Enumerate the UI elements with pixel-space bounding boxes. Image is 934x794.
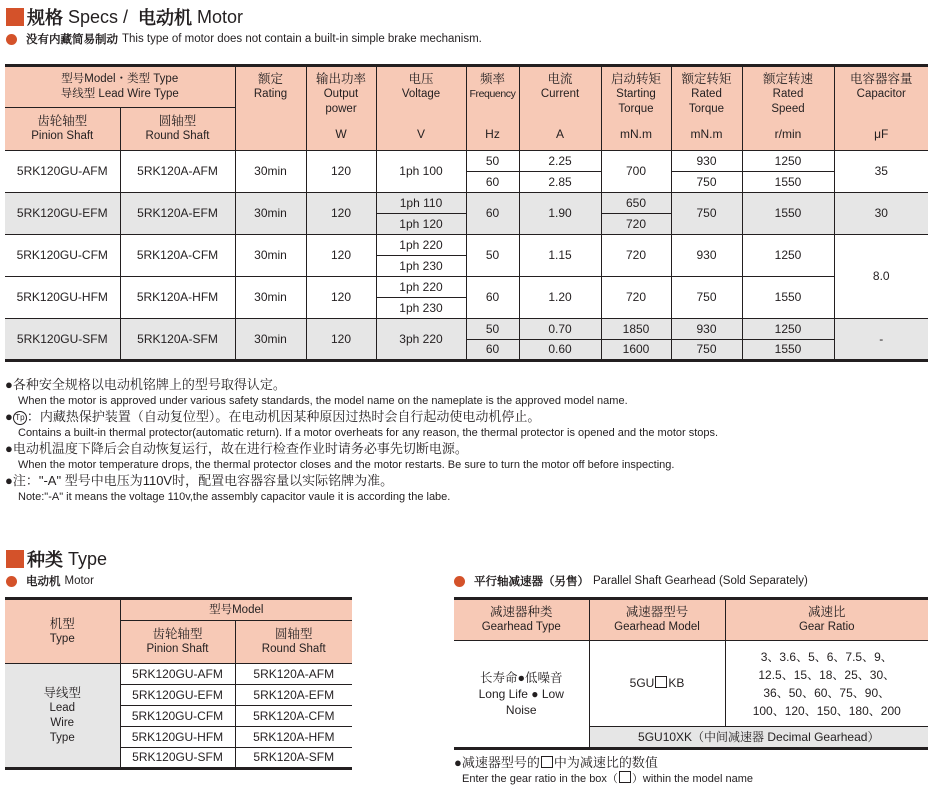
rating: 30min (235, 277, 306, 319)
thermal-protector-icon: Tp (13, 411, 27, 425)
rated-speed: 1550 (742, 277, 834, 319)
lead-wire-type-cell: 导线型 Lead Wire Type (5, 664, 120, 769)
header-rating: 额定 Rating (235, 66, 306, 151)
note-en: Note:"-A" it means the voltage 110v,the assembly capacitor vaule it is according the labe. (18, 491, 451, 503)
header-model: 型号Model・类型 Type 导线型 Lead Wire Type (5, 66, 235, 108)
round-model: 5RK120A-SFM (120, 319, 235, 361)
rated-torque: 930 (671, 319, 742, 340)
current: 1.90 (519, 193, 601, 235)
header-output: 输出功率 Output power W (306, 66, 376, 151)
starting-torque: 720 (601, 235, 671, 277)
note-cn: ●注："-A" 型号中电压为110V时，配置电容器容量以实际铭牌为准。 (5, 473, 394, 488)
rated-speed: 1550 (742, 340, 834, 361)
frequency: 60 (466, 340, 519, 361)
pinion-model: 5RK120GU-CFM (120, 706, 235, 727)
header-pinion-shaft: 齿轮轴型 Pinion Shaft (5, 108, 120, 151)
rated-speed: 1250 (742, 235, 834, 277)
note-en: When the motor is approved under various safety standards, the model name on the nameplate is the approved model name. (18, 395, 628, 407)
table-row (454, 641, 928, 727)
rating: 30min (235, 319, 306, 361)
rated-speed: 1250 (742, 319, 834, 340)
voltage: 1ph 230 (376, 256, 466, 277)
capacitor: 35 (834, 151, 928, 193)
specs-section-title: 规格 Specs / 电动机 Motor (6, 4, 243, 30)
note-cn: ●电动机温度下降后会自动恢复运行，故在进行检查作业时请务必事先切断电源。 (5, 441, 468, 456)
type-section-title: 种类 Type (6, 546, 107, 572)
header-type: 机型 Type (5, 599, 120, 664)
gearhead-table (454, 597, 928, 750)
starting-torque: 650 (601, 193, 671, 214)
voltage: 1ph 220 (376, 235, 466, 256)
output: 120 (306, 193, 376, 235)
voltage: 1ph 110 (376, 193, 466, 214)
header-model: 型号Model (120, 599, 352, 621)
gear-note-en: Enter the gear ratio in the box（ ）within the model name (462, 773, 753, 785)
output: 120 (306, 277, 376, 319)
current: 1.15 (519, 235, 601, 277)
table-row (5, 277, 928, 298)
header-voltage: 电压 Voltage V (376, 66, 466, 151)
header-frequency: 频率 Frequency Hz (466, 66, 519, 151)
frequency: 50 (466, 151, 519, 172)
voltage: 1ph 100 (376, 151, 466, 193)
motor-subtitle: 电动机 Motor (6, 573, 94, 589)
bullet-dot-icon (6, 576, 17, 587)
header-gearhead-type: 减速器种类 Gearhead Type (454, 599, 589, 641)
frequency: 60 (466, 277, 519, 319)
ratio-box-icon (655, 676, 667, 688)
voltage: 3ph 220 (376, 319, 466, 361)
round-model: 5RK120A-EFM (120, 193, 235, 235)
frequency: 50 (466, 319, 519, 340)
voltage: 1ph 220 (376, 277, 466, 298)
rated-speed: 1550 (742, 193, 834, 235)
current: 1.20 (519, 277, 601, 319)
gearhead-type-cell: 长寿命●低噪音 Long Life ● Low Noise (454, 641, 589, 749)
notes (5, 377, 718, 505)
pinion-model: 5RK120GU-HFM (120, 727, 235, 748)
note-en: Contains a built-in thermal protector(automatic return). If a motor overheats for any reason, the thermal protector is opened and the motor stops. (18, 427, 719, 439)
gear-ratio-cell: 3、3.6、5、6、7.5、9、 12.5、15、18、25、30、 36、50、60、75、90、 100、120、150、180、200 (725, 641, 928, 727)
pinion-model: 5RK120GU-SFM (120, 748, 235, 769)
round-model: 5RK120A-EFM (235, 685, 352, 706)
table-row (5, 235, 928, 256)
note-en: When the motor temperature drops, the thermal protector closes and the motor restarts. Be sure to turn the motor off before inspecting. (18, 459, 675, 471)
current: 2.25 (519, 151, 601, 172)
specs-table (5, 64, 928, 362)
round-model: 5RK120A-CFM (120, 235, 235, 277)
rating: 30min (235, 235, 306, 277)
rated-torque: 750 (671, 193, 742, 235)
bullet-dot-icon (6, 34, 17, 45)
decimal-gearhead: 5GU10XK（中间减速器 Decimal Gearhead） (589, 727, 928, 749)
header-round-shaft: 圆轴型 Round Shaft (235, 621, 352, 664)
current: 2.85 (519, 172, 601, 193)
header-round-shaft: 圆轴型 Round Shaft (120, 108, 235, 151)
rated-torque: 750 (671, 172, 742, 193)
rating: 30min (235, 193, 306, 235)
gear-note-cn: ●减速器型号的 中为减速比的数值 (454, 755, 658, 770)
capacitor: 8.0 (834, 235, 928, 319)
bullet-dot-icon (454, 576, 465, 587)
ratio-box-icon (619, 771, 631, 783)
header-gearhead-model: 减速器型号 Gearhead Model (589, 599, 725, 641)
pinion-model: 5RK120GU-HFM (5, 277, 120, 319)
header-gear-ratio: 减速比 Gear Ratio (725, 599, 928, 641)
section-marker-icon (6, 8, 24, 26)
round-model: 5RK120A-AFM (235, 664, 352, 685)
output: 120 (306, 151, 376, 193)
rated-torque: 750 (671, 277, 742, 319)
rated-torque: 930 (671, 151, 742, 172)
section-marker-icon (6, 550, 24, 568)
voltage: 1ph 120 (376, 214, 466, 235)
pinion-model: 5RK120GU-AFM (120, 664, 235, 685)
starting-torque: 700 (601, 151, 671, 193)
header-current: 电流 Current A (519, 66, 601, 151)
round-model: 5RK120A-SFM (235, 748, 352, 769)
table-row (5, 319, 928, 340)
output: 120 (306, 235, 376, 277)
note-cn: ● Tp ：内藏热保护装置（自动复位型）。在电动机因某种原因过热时会自行起动使电动机停止。 (5, 409, 541, 424)
frequency: 50 (466, 235, 519, 277)
pinion-model: 5RK120GU-EFM (5, 193, 120, 235)
gearhead-model-cell: 5GU KB (589, 641, 725, 727)
starting-torque: 1600 (601, 340, 671, 361)
pinion-model: 5RK120GU-CFM (5, 235, 120, 277)
specs-subtitle: 没有内藏简易制动 This type of motor does not contain a built-in simple brake mechanism. (6, 31, 482, 47)
output: 120 (306, 319, 376, 361)
gearhead-subtitle: 平行轴减速器（另售） Parallel Shaft Gearhead (Sold Separately) (454, 573, 808, 589)
round-model: 5RK120A-CFM (235, 706, 352, 727)
pinion-model: 5RK120GU-EFM (120, 685, 235, 706)
table-row (5, 664, 352, 685)
frequency: 60 (466, 172, 519, 193)
round-model: 5RK120A-HFM (235, 727, 352, 748)
round-model: 5RK120A-AFM (120, 151, 235, 193)
pinion-model: 5RK120GU-SFM (5, 319, 120, 361)
table-row (5, 151, 928, 172)
rated-speed: 1550 (742, 172, 834, 193)
table-row (5, 193, 928, 214)
rated-speed: 1250 (742, 151, 834, 172)
header-starting-torque: 启动转矩 Starting Torque mN.m (601, 66, 671, 151)
header-pinion-shaft: 齿轮轴型 Pinion Shaft (120, 621, 235, 664)
motor-type-table (5, 597, 352, 770)
rated-torque: 930 (671, 235, 742, 277)
pinion-model: 5RK120GU-AFM (5, 151, 120, 193)
capacitor: - (834, 319, 928, 361)
starting-torque: 1850 (601, 319, 671, 340)
header-capacitor: 电容器容量 Capacitor μF (834, 66, 928, 151)
ratio-box-icon (541, 756, 553, 768)
starting-torque: 720 (601, 277, 671, 319)
capacitor: 30 (834, 193, 928, 235)
header-rated-speed: 额定转速 Rated Speed r/min (742, 66, 834, 151)
voltage: 1ph 230 (376, 298, 466, 319)
current: 0.60 (519, 340, 601, 361)
starting-torque: 720 (601, 214, 671, 235)
rating: 30min (235, 151, 306, 193)
frequency: 60 (466, 193, 519, 235)
header-rated-torque: 额定转矩 Rated Torque mN.m (671, 66, 742, 151)
round-model: 5RK120A-HFM (120, 277, 235, 319)
rated-torque: 750 (671, 340, 742, 361)
note-cn: ●各种安全规格以电动机铭牌上的型号取得认定。 (5, 377, 286, 392)
current: 0.70 (519, 319, 601, 340)
gearhead-note (454, 755, 753, 787)
